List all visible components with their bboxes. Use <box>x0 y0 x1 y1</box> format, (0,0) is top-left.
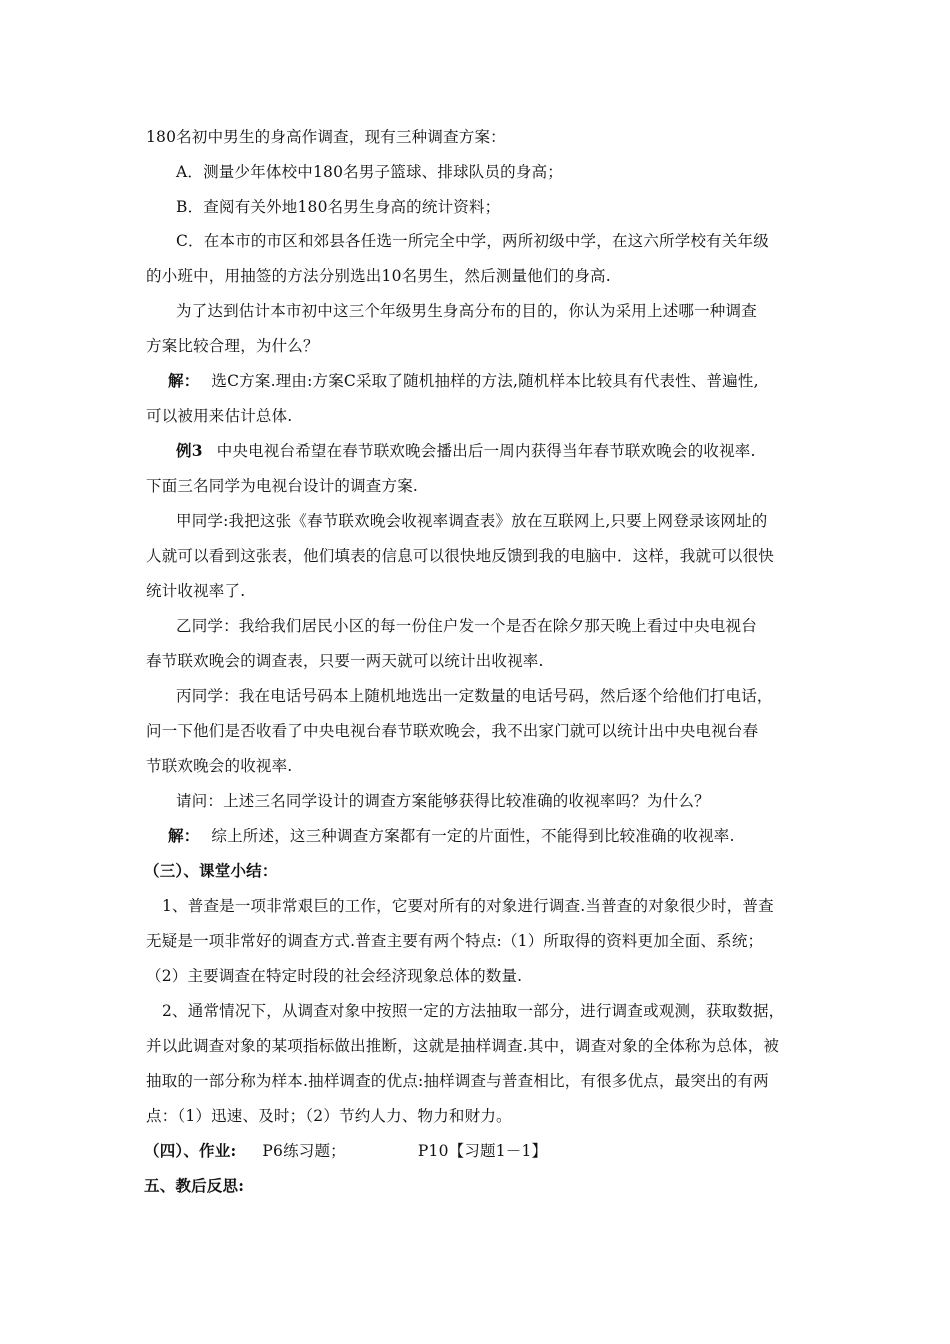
survey-intro: 180名初中男生的身高作调查，现有三种调查方案： <box>146 128 506 146</box>
student-jia-line2: 人就可以看到这张表，他们填表的信息可以很快地反馈到我的电脑中．这样，我就可以很快 <box>146 547 775 565</box>
answer2-line <box>168 826 735 846</box>
student-yi-line2: 春节联欢晚会的调查表，只要一两天就可以统计出收视率. <box>146 652 544 670</box>
example3-line1 <box>176 441 756 461</box>
homework-heading: （四）、作业: <box>144 1141 237 1160</box>
summary-p1-line3: （2）主要调查在特定时段的社会经济现象总体的数量. <box>146 967 523 985</box>
option-a: A．测量少年体校中180名男子篮球、排球队员的身高； <box>176 163 563 181</box>
example3-text: 中央电视台希望在春节联欢晚会播出后一周内获得当年春节联欢晚会的收视率. <box>216 442 756 460</box>
answer1-line1 <box>168 371 759 391</box>
summary-p2-line4: 点：（1）迅速、及时；（2）节约人力、物力和财力。 <box>146 1107 512 1125</box>
student-jia-line3: 统计收视率了. <box>146 582 246 600</box>
summary-p2-line3: 抽取的一部分称为样本.抽样调查的优点:抽样调查与普查相比，有很多优点，最突出的有两 <box>146 1072 769 1090</box>
example3-label: 例3 <box>176 441 203 460</box>
homework-item1: P6练习题； <box>262 1142 346 1160</box>
answer2-label: 解： <box>168 826 200 845</box>
question1-line2: 方案比较合理，为什么？ <box>146 337 319 355</box>
answer1-label: 解： <box>168 371 200 390</box>
student-bing-line1: 丙同学：我在电话号码本上随机地选出一定数量的电话号码，然后逐个给他们打电话， <box>176 687 773 705</box>
option-c-line1: C．在本市的市区和郊县各任选一所完全中学，两所初级中学，在这六所学校有关年级 <box>176 232 769 250</box>
question1-line1: 为了达到估计本市初中这三个年级男生身高分布的目的，你认为采用上述哪一种调查 <box>176 302 757 320</box>
summary-p2-line2: 并以此调查对象的某项指标做出推断，这就是抽样调查.其中，调查对象的全体称为总体，被 <box>146 1037 780 1055</box>
student-bing-line2: 问一下他们是否收看了中央电视台春节联欢晚会，我不出家门就可以统计出中央电视台春 <box>146 722 759 740</box>
summary-p1-line1: 1、普查是一项非常艰巨的工作，它要对所有的对象进行调查.当普查的对象很少时，普查 <box>162 897 774 915</box>
student-yi-line1: 乙同学：我给我们居民小区的每一份住户发一个是否在除夕那天晚上看过中央电视台 <box>176 617 757 635</box>
answer2-text: 综上所述，这三种调查方案都有一定的片面性，不能得到比较准确的收视率. <box>211 827 735 845</box>
question2: 请问：上述三名同学设计的调查方案能够获得比较准确的收视率吗？为什么？ <box>176 792 710 810</box>
option-b: B．查阅有关外地180名男生身高的统计资料； <box>176 198 501 216</box>
example3-line2: 下面三名同学为电视台设计的调查方案. <box>146 477 419 495</box>
option-c-line2: 的小班中，用抽签的方法分别选出10名男生，然后测量他们的身高. <box>146 267 611 285</box>
homework-line <box>144 1141 547 1161</box>
student-bing-line3: 节联欢晚会的收视率. <box>146 757 293 775</box>
homework-item2: P10【习题1－1】 <box>417 1142 548 1160</box>
answer1-text: 选C方案.理由:方案C采取了随机抽样的方法,随机样本比较具有代表性、普遍性, <box>211 372 759 390</box>
summary-heading: （三）、课堂小结： <box>144 861 278 880</box>
student-jia-line1: 甲同学:我把这张《春节联欢晚会收视率调查表》放在互联网上,只要上网登录该网址的 <box>176 512 768 530</box>
summary-p2-line1: 2、通常情况下，从调查对象中按照一定的方法抽取一部分，进行调查或观测，获取数据， <box>162 1002 785 1020</box>
summary-p1-line2: 无疑是一项非常好的调查方式.普查主要有两个特点:（1）所取得的资料更加全面、系统； <box>146 932 764 950</box>
answer1-line2: 可以被用来估计总体. <box>146 407 293 425</box>
reflection-heading: 五、教后反思: <box>144 1176 245 1195</box>
